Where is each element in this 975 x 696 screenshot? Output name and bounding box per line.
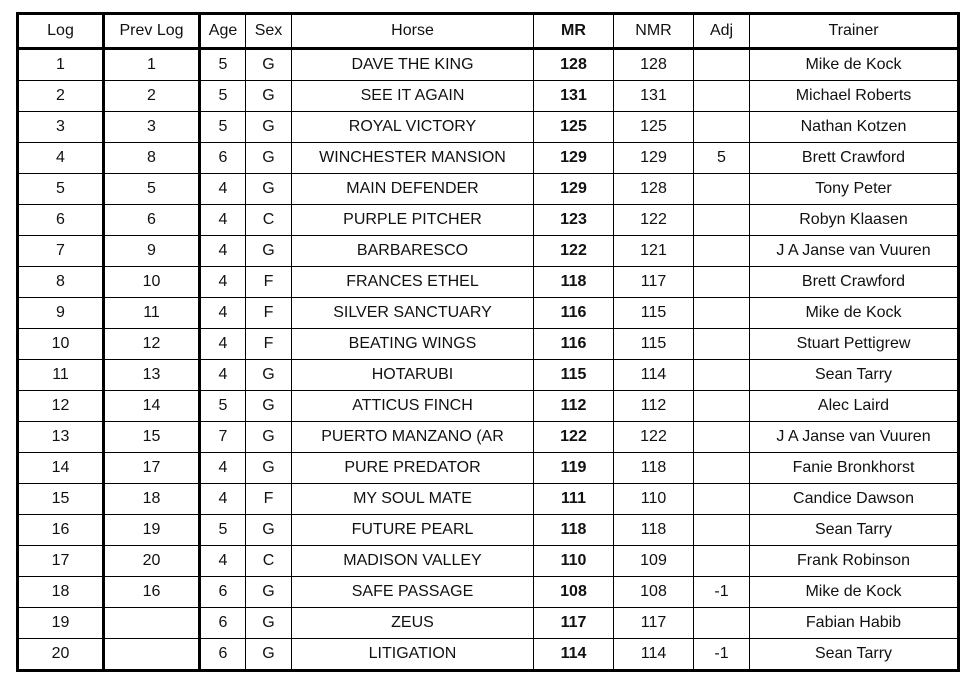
cell-age: 4 xyxy=(200,267,246,298)
header-row xyxy=(18,14,959,49)
cell-adj xyxy=(694,515,750,546)
cell-prev-log: 2 xyxy=(104,81,200,112)
cell-nmr: 114 xyxy=(614,639,694,671)
cell-log: 6 xyxy=(18,205,104,236)
cell-nmr: 118 xyxy=(614,515,694,546)
cell-sex: F xyxy=(246,267,292,298)
cell-sex: G xyxy=(246,360,292,391)
cell-sex: G xyxy=(246,577,292,608)
cell-prev-log: 6 xyxy=(104,205,200,236)
cell-horse: SAFE PASSAGE xyxy=(292,577,534,608)
cell-age: 4 xyxy=(200,205,246,236)
cell-prev-log: 11 xyxy=(104,298,200,329)
cell-prev-log: 15 xyxy=(104,422,200,453)
cell-horse: FUTURE PEARL xyxy=(292,515,534,546)
cell-adj xyxy=(694,112,750,143)
cell-adj xyxy=(694,484,750,515)
cell-horse: MY SOUL MATE xyxy=(292,484,534,515)
table-row xyxy=(18,236,959,267)
cell-log: 10 xyxy=(18,329,104,360)
cell-sex: G xyxy=(246,49,292,81)
cell-age: 6 xyxy=(200,143,246,174)
cell-nmr: 125 xyxy=(614,112,694,143)
cell-mr: 116 xyxy=(534,329,614,360)
table-row xyxy=(18,143,959,174)
table-row xyxy=(18,391,959,422)
cell-nmr: 112 xyxy=(614,391,694,422)
cell-adj: 5 xyxy=(694,143,750,174)
cell-horse: ZEUS xyxy=(292,608,534,639)
cell-trainer: Candice Dawson xyxy=(750,484,959,515)
log-table xyxy=(16,12,960,672)
header-log: Log xyxy=(18,14,104,49)
cell-horse: PURE PREDATOR xyxy=(292,453,534,484)
cell-age: 5 xyxy=(200,515,246,546)
cell-adj xyxy=(694,360,750,391)
cell-sex: G xyxy=(246,391,292,422)
cell-nmr: 115 xyxy=(614,329,694,360)
cell-horse: DAVE THE KING xyxy=(292,49,534,81)
cell-log: 4 xyxy=(18,143,104,174)
cell-nmr: 122 xyxy=(614,422,694,453)
cell-mr: 119 xyxy=(534,453,614,484)
cell-prev-log: 3 xyxy=(104,112,200,143)
cell-sex: F xyxy=(246,484,292,515)
cell-mr: 125 xyxy=(534,112,614,143)
cell-adj xyxy=(694,236,750,267)
cell-log: 3 xyxy=(18,112,104,143)
cell-horse: MADISON VALLEY xyxy=(292,546,534,577)
cell-age: 4 xyxy=(200,236,246,267)
cell-mr: 110 xyxy=(534,546,614,577)
cell-nmr: 117 xyxy=(614,267,694,298)
cell-adj xyxy=(694,174,750,205)
cell-age: 6 xyxy=(200,577,246,608)
cell-nmr: 117 xyxy=(614,608,694,639)
cell-adj xyxy=(694,81,750,112)
table-row xyxy=(18,267,959,298)
cell-prev-log: 12 xyxy=(104,329,200,360)
header-nmr: NMR xyxy=(614,14,694,49)
cell-sex: G xyxy=(246,112,292,143)
cell-mr: 118 xyxy=(534,267,614,298)
cell-adj xyxy=(694,453,750,484)
table-row xyxy=(18,112,959,143)
header-prev-log: Prev Log xyxy=(104,14,200,49)
cell-age: 6 xyxy=(200,608,246,639)
cell-trainer: Fabian Habib xyxy=(750,608,959,639)
cell-log: 9 xyxy=(18,298,104,329)
cell-trainer: Robyn Klaasen xyxy=(750,205,959,236)
cell-sex: G xyxy=(246,143,292,174)
cell-horse: ATTICUS FINCH xyxy=(292,391,534,422)
cell-prev-log: 18 xyxy=(104,484,200,515)
cell-sex: G xyxy=(246,453,292,484)
cell-age: 4 xyxy=(200,546,246,577)
cell-age: 4 xyxy=(200,329,246,360)
table-row xyxy=(18,577,959,608)
cell-log: 1 xyxy=(18,49,104,81)
table-row xyxy=(18,81,959,112)
cell-log: 15 xyxy=(18,484,104,515)
cell-age: 5 xyxy=(200,81,246,112)
cell-nmr: 131 xyxy=(614,81,694,112)
cell-mr: 116 xyxy=(534,298,614,329)
table-row xyxy=(18,515,959,546)
table-row xyxy=(18,205,959,236)
cell-mr: 122 xyxy=(534,422,614,453)
cell-trainer: J A Janse van Vuuren xyxy=(750,422,959,453)
table-body xyxy=(18,49,959,671)
cell-nmr: 128 xyxy=(614,174,694,205)
cell-adj xyxy=(694,546,750,577)
cell-nmr: 110 xyxy=(614,484,694,515)
cell-trainer: Stuart Pettigrew xyxy=(750,329,959,360)
cell-prev-log: 16 xyxy=(104,577,200,608)
cell-mr: 123 xyxy=(534,205,614,236)
cell-mr: 122 xyxy=(534,236,614,267)
cell-trainer: Sean Tarry xyxy=(750,360,959,391)
cell-nmr: 129 xyxy=(614,143,694,174)
header-mr: MR xyxy=(534,14,614,49)
cell-prev-log xyxy=(104,608,200,639)
cell-nmr: 122 xyxy=(614,205,694,236)
cell-log: 2 xyxy=(18,81,104,112)
cell-nmr: 115 xyxy=(614,298,694,329)
cell-adj xyxy=(694,329,750,360)
cell-age: 4 xyxy=(200,298,246,329)
cell-log: 8 xyxy=(18,267,104,298)
cell-sex: F xyxy=(246,329,292,360)
table-row xyxy=(18,546,959,577)
cell-adj: -1 xyxy=(694,577,750,608)
cell-log: 7 xyxy=(18,236,104,267)
cell-trainer: Mike de Kock xyxy=(750,298,959,329)
cell-nmr: 121 xyxy=(614,236,694,267)
table-row xyxy=(18,298,959,329)
cell-log: 11 xyxy=(18,360,104,391)
cell-prev-log: 13 xyxy=(104,360,200,391)
cell-mr: 129 xyxy=(534,143,614,174)
cell-nmr: 109 xyxy=(614,546,694,577)
cell-trainer: Brett Crawford xyxy=(750,267,959,298)
header-age: Age xyxy=(200,14,246,49)
cell-sex: G xyxy=(246,639,292,671)
cell-mr: 115 xyxy=(534,360,614,391)
cell-age: 4 xyxy=(200,484,246,515)
cell-sex: G xyxy=(246,174,292,205)
header-sex: Sex xyxy=(246,14,292,49)
cell-log: 18 xyxy=(18,577,104,608)
cell-age: 6 xyxy=(200,639,246,671)
table-row xyxy=(18,422,959,453)
cell-mr: 131 xyxy=(534,81,614,112)
cell-sex: G xyxy=(246,236,292,267)
cell-trainer: Mike de Kock xyxy=(750,577,959,608)
cell-prev-log: 19 xyxy=(104,515,200,546)
cell-horse: SEE IT AGAIN xyxy=(292,81,534,112)
cell-adj xyxy=(694,267,750,298)
cell-nmr: 118 xyxy=(614,453,694,484)
cell-horse: BEATING WINGS xyxy=(292,329,534,360)
cell-sex: C xyxy=(246,205,292,236)
cell-nmr: 108 xyxy=(614,577,694,608)
cell-horse: MAIN DEFENDER xyxy=(292,174,534,205)
cell-sex: F xyxy=(246,298,292,329)
cell-trainer: J A Janse van Vuuren xyxy=(750,236,959,267)
table-row xyxy=(18,484,959,515)
cell-log: 13 xyxy=(18,422,104,453)
cell-age: 4 xyxy=(200,360,246,391)
table-row xyxy=(18,608,959,639)
cell-prev-log: 9 xyxy=(104,236,200,267)
cell-horse: ROYAL VICTORY xyxy=(292,112,534,143)
cell-adj xyxy=(694,608,750,639)
cell-sex: G xyxy=(246,81,292,112)
cell-horse: WINCHESTER MANSION xyxy=(292,143,534,174)
cell-trainer: Sean Tarry xyxy=(750,515,959,546)
cell-horse: LITIGATION xyxy=(292,639,534,671)
cell-log: 16 xyxy=(18,515,104,546)
cell-horse: SILVER SANCTUARY xyxy=(292,298,534,329)
cell-prev-log: 1 xyxy=(104,49,200,81)
cell-trainer: Tony Peter xyxy=(750,174,959,205)
cell-trainer: Nathan Kotzen xyxy=(750,112,959,143)
cell-trainer: Mike de Kock xyxy=(750,49,959,81)
cell-age: 5 xyxy=(200,391,246,422)
header-adj: Adj xyxy=(694,14,750,49)
cell-log: 12 xyxy=(18,391,104,422)
table-row xyxy=(18,453,959,484)
cell-prev-log: 14 xyxy=(104,391,200,422)
cell-prev-log: 10 xyxy=(104,267,200,298)
cell-sex: C xyxy=(246,546,292,577)
cell-mr: 128 xyxy=(534,49,614,81)
cell-mr: 114 xyxy=(534,639,614,671)
table-row xyxy=(18,360,959,391)
table-row xyxy=(18,174,959,205)
cell-prev-log xyxy=(104,639,200,671)
cell-trainer: Brett Crawford xyxy=(750,143,959,174)
cell-prev-log: 5 xyxy=(104,174,200,205)
cell-prev-log: 17 xyxy=(104,453,200,484)
cell-log: 19 xyxy=(18,608,104,639)
cell-adj xyxy=(694,298,750,329)
cell-log: 20 xyxy=(18,639,104,671)
cell-adj xyxy=(694,205,750,236)
cell-trainer: Fanie Bronkhorst xyxy=(750,453,959,484)
cell-horse: HOTARUBI xyxy=(292,360,534,391)
cell-adj: -1 xyxy=(694,639,750,671)
cell-prev-log: 20 xyxy=(104,546,200,577)
header-trainer: Trainer xyxy=(750,14,959,49)
cell-trainer: Frank Robinson xyxy=(750,546,959,577)
cell-mr: 118 xyxy=(534,515,614,546)
cell-nmr: 114 xyxy=(614,360,694,391)
cell-age: 5 xyxy=(200,49,246,81)
cell-nmr: 128 xyxy=(614,49,694,81)
cell-prev-log: 8 xyxy=(104,143,200,174)
cell-mr: 111 xyxy=(534,484,614,515)
cell-horse: PUERTO MANZANO (AR xyxy=(292,422,534,453)
cell-mr: 112 xyxy=(534,391,614,422)
cell-age: 4 xyxy=(200,453,246,484)
cell-adj xyxy=(694,391,750,422)
cell-adj xyxy=(694,422,750,453)
cell-adj xyxy=(694,49,750,81)
cell-mr: 117 xyxy=(534,608,614,639)
cell-trainer: Sean Tarry xyxy=(750,639,959,671)
cell-horse: BARBARESCO xyxy=(292,236,534,267)
cell-age: 5 xyxy=(200,112,246,143)
table-row xyxy=(18,639,959,671)
cell-trainer: Alec Laird xyxy=(750,391,959,422)
cell-log: 14 xyxy=(18,453,104,484)
cell-mr: 129 xyxy=(534,174,614,205)
cell-age: 7 xyxy=(200,422,246,453)
cell-sex: G xyxy=(246,422,292,453)
table-row xyxy=(18,329,959,360)
cell-mr: 108 xyxy=(534,577,614,608)
cell-age: 4 xyxy=(200,174,246,205)
cell-trainer: Michael Roberts xyxy=(750,81,959,112)
cell-log: 5 xyxy=(18,174,104,205)
cell-log: 17 xyxy=(18,546,104,577)
cell-sex: G xyxy=(246,515,292,546)
table-row xyxy=(18,49,959,81)
header-horse: Horse xyxy=(292,14,534,49)
cell-sex: G xyxy=(246,608,292,639)
cell-horse: PURPLE PITCHER xyxy=(292,205,534,236)
cell-horse: FRANCES ETHEL xyxy=(292,267,534,298)
